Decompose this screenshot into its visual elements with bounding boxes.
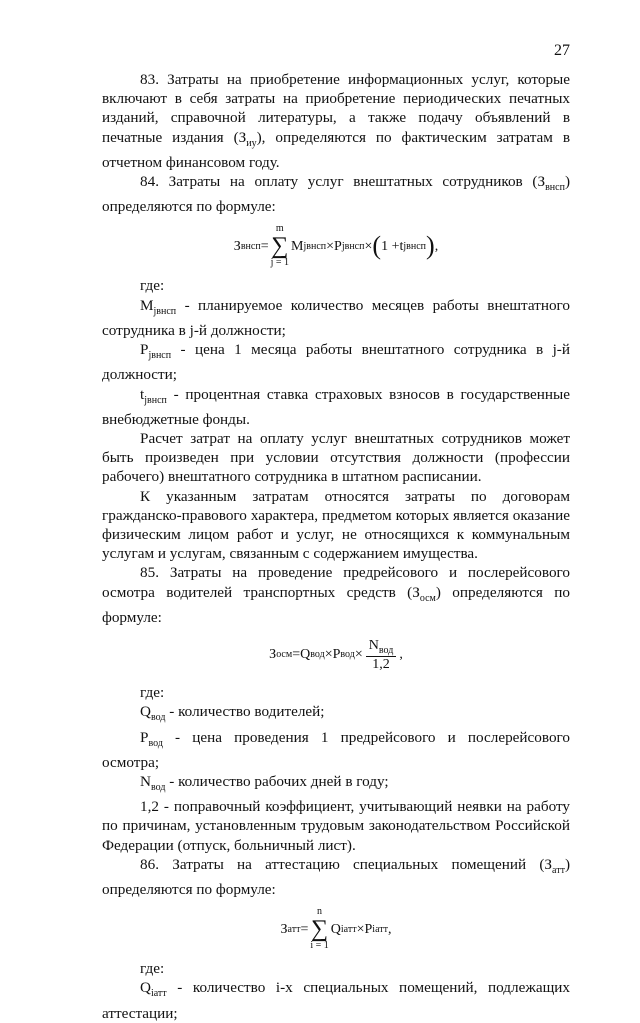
subscript: iатт	[340, 923, 357, 935]
formula-symbol: t	[140, 385, 145, 403]
paragraph-84-end: ) определяются по формуле:	[102, 173, 570, 216]
equals-sign: =	[300, 921, 309, 937]
paragraph-85	[102, 563, 570, 627]
formula-symbol: t	[399, 238, 404, 254]
multiply-sign: ×	[354, 647, 363, 663]
paragraph-83-end: ), определяются по фактическим затратам в отчетном финансовом году.	[102, 128, 570, 171]
formula-symbol: Q	[330, 921, 341, 937]
formula-84	[102, 220, 570, 272]
definition-text: - количество i-х специальных помещений, подлежащих аттестации;	[102, 979, 570, 1022]
formula-symbol: З	[233, 238, 241, 254]
subscript: осм	[419, 592, 436, 604]
left-paren: (	[372, 231, 382, 261]
definition-text: - процентная ставка страховых взносов в государственные внебюджетные фонды.	[102, 385, 570, 428]
formula-constant: 1 +	[381, 238, 400, 254]
formula-comma: ,	[388, 921, 392, 937]
formula-symbol: Q	[140, 979, 151, 997]
subscript: вод	[378, 644, 394, 656]
definition-n	[102, 772, 570, 797]
subscript: вод	[148, 737, 163, 749]
fraction	[366, 638, 397, 672]
summation-sign	[310, 907, 328, 951]
sum-lower-limit: j = 1	[270, 257, 290, 269]
where-label: где:	[140, 684, 165, 702]
note-paragraph-2: К указанным затратам относятся затраты по договорам гражданско-правового характера, предметом которых является оказание физическим лицом работ и услуг, не относящихся к коммунальным услугам и услугам, связанным с содержанием имущества.	[102, 487, 570, 563]
note-paragraph-1: Расчет затрат на оплату услуг внештатных сотрудников может быть произведен при условии отсутствия должности (профессии рабочего) внештатного сотрудника в штатном расписании.	[102, 430, 570, 486]
subscript: внсп	[240, 240, 261, 252]
paragraph-84-text: 84. Затраты на оплату услуг внештатных сотрудников (З	[140, 173, 546, 191]
paragraph-85-end: ) определяются по формуле:	[102, 583, 570, 626]
subscript: iатт	[150, 988, 167, 1000]
fraction-denominator: 1,2	[372, 656, 390, 672]
subscript: вод	[150, 781, 166, 793]
formula-symbol: Q	[300, 647, 311, 663]
definition-q-att	[102, 978, 570, 1022]
definition-text: - количество рабочих дней в году;	[165, 772, 389, 790]
definition-text: - цена проведения 1 предрейсового и послерейсового осмотра;	[102, 728, 570, 771]
subscript: внсп	[545, 182, 565, 194]
where-label: где:	[140, 277, 165, 295]
subscript: jвнсп	[341, 240, 365, 252]
definition-t	[102, 385, 570, 429]
formula-symbol: З	[280, 921, 288, 937]
equals-sign: =	[260, 238, 269, 254]
definition-text: - цена 1 месяца работы внештатного сотрудника в j-й должности;	[102, 341, 570, 384]
equals-sign: =	[292, 647, 301, 663]
formula-symbol: P	[334, 238, 342, 254]
subscript: вод	[150, 712, 166, 724]
subscript: атт	[287, 923, 301, 935]
sigma-glyph: ∑	[271, 233, 289, 260]
sum-upper-limit: n	[317, 906, 323, 918]
subscript: иу	[246, 137, 257, 149]
definition-text: - количество водителей;	[165, 703, 325, 721]
subscript: jвнсп	[303, 240, 327, 252]
page-number: 27	[554, 42, 570, 59]
subscript: jвнсп	[144, 394, 167, 406]
sigma-glyph: ∑	[311, 916, 329, 943]
formula-symbol: M	[291, 238, 304, 254]
definition-p	[102, 728, 570, 772]
subscript: jвнсп	[148, 350, 172, 362]
formula-symbol: P	[332, 647, 341, 663]
summation-sign	[271, 224, 289, 268]
paragraph-83-text: 83. Затраты на приобретение информационных услуг, которые включают в себя затраты на приобретение периодических печатных изданий, справочной литературы, а также подачу объявлений в печатные издания (З	[102, 71, 570, 146]
formula-86	[102, 903, 570, 955]
formula-symbol: M	[140, 296, 154, 314]
multiply-sign: ×	[356, 921, 365, 937]
subscript: вод	[340, 649, 355, 661]
sum-lower-limit: i = 1	[310, 940, 329, 952]
definition-q	[102, 702, 570, 727]
paragraph-83	[102, 70, 570, 172]
fraction-numerator	[366, 638, 397, 657]
paragraph-86-text: 86. Затраты на аттестацию специальных помещений (З	[140, 855, 553, 873]
right-paren: )	[426, 231, 435, 261]
formula-comma: ,	[399, 647, 403, 663]
subscript: iатт	[372, 923, 388, 935]
multiply-sign: ×	[364, 238, 373, 254]
formula-85	[102, 631, 570, 679]
definition-m	[102, 296, 570, 340]
sum-upper-limit: m	[275, 223, 284, 235]
page-body	[102, 70, 570, 1023]
paragraph-86-end: ) определяются по формуле:	[102, 855, 570, 899]
multiply-sign: ×	[324, 647, 333, 663]
formula-symbol: P	[364, 921, 373, 937]
paragraph-86	[102, 855, 570, 899]
where-label: где:	[140, 960, 165, 978]
subscript: jвнсп	[153, 305, 177, 317]
paragraph-85-text: 85. Затраты на проведение предрейсового и послерейсового осмотра водителей транспортных средств (З	[102, 564, 570, 601]
formula-symbol: З	[269, 647, 277, 663]
formula-comma: ,	[434, 238, 439, 254]
definition-coefficient: 1,2 - поправочный коэффициент, учитывающий неявки на работу по причинам, установленным трудовым законодательством Российской Федерации (отпуск, больничный лист).	[102, 798, 570, 854]
subscript: jвнсп	[403, 240, 427, 252]
subscript: вод	[310, 649, 325, 661]
formula-symbol: P	[140, 728, 149, 746]
paragraph-84	[102, 172, 570, 216]
subscript: осм	[276, 649, 293, 661]
definition-text: - планируемое количество месяцев работы внештатного сотрудника в j-й должности;	[102, 296, 570, 339]
formula-symbol: N	[140, 772, 151, 790]
formula-symbol: N	[368, 637, 379, 653]
multiply-sign: ×	[326, 238, 335, 254]
formula-symbol: P	[140, 341, 149, 359]
definition-p	[102, 340, 570, 384]
subscript: атт	[552, 864, 565, 876]
formula-symbol: Q	[140, 703, 151, 721]
